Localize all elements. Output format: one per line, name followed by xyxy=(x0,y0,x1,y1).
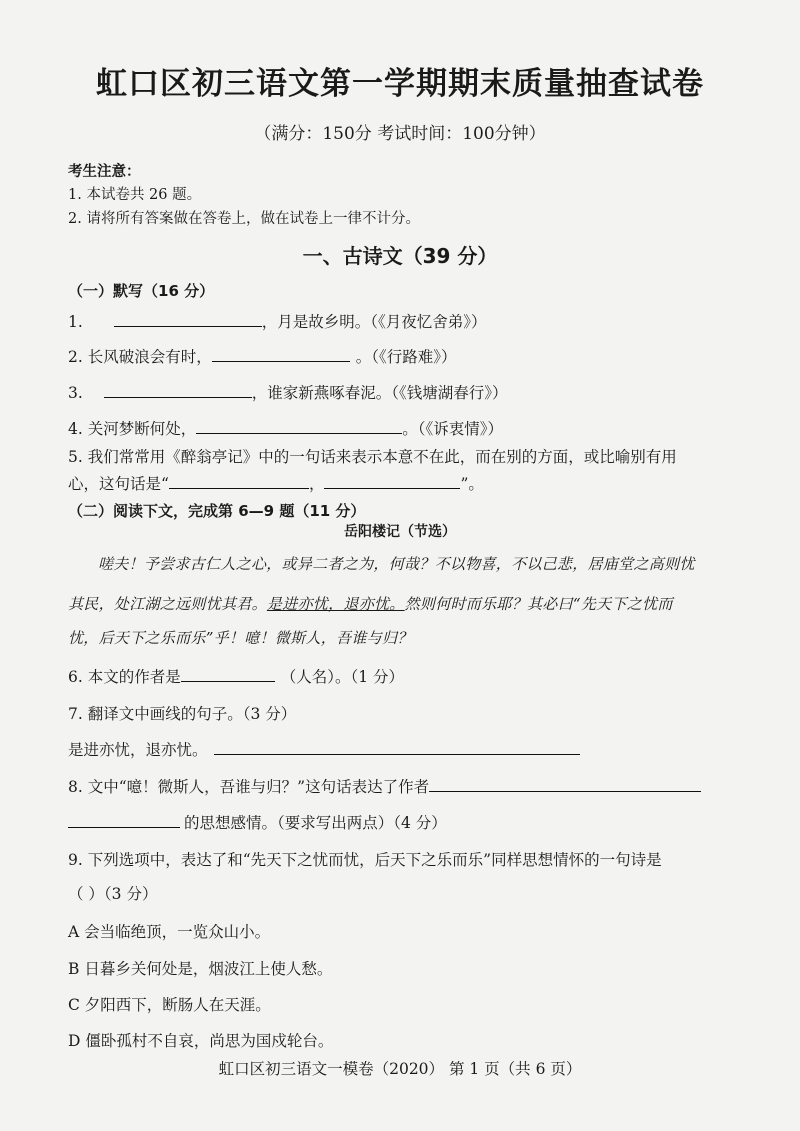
question-8-text-2: 的思想感情。（要求写出两点）（4 分） xyxy=(184,814,447,832)
exam-title: 虹口区初三语文第一学期期末质量抽查试卷 xyxy=(96,66,704,102)
question-7-sentence: 是进亦忧，退亦忧。 xyxy=(68,741,208,759)
passage-line-2-part-2: 然则何时而乐耶？其必曰“先天下之忧而 xyxy=(404,595,673,613)
question-1-number: 1. xyxy=(68,313,83,331)
answer-blank-1[interactable] xyxy=(114,312,262,327)
question-3-text: ，谁家新燕啄春泥。（《钱塘湖春行》） xyxy=(251,384,508,402)
question-3-number: 3. xyxy=(68,384,83,402)
question-7-answer-line xyxy=(68,738,580,760)
question-4 xyxy=(68,417,503,439)
option-a: A 会当临绝顶，一览众山小。 xyxy=(68,923,271,941)
question-6-text-1: 6. 本文的作者是 xyxy=(68,668,181,686)
option-d: D 僵卧孤村不自哀，尚思为国戍轮台。 xyxy=(68,1032,334,1050)
answer-blank-5a[interactable] xyxy=(169,474,309,489)
question-5-text-1: 心，这句话是“ xyxy=(68,475,169,493)
question-2 xyxy=(68,345,456,367)
question-9-line-1: 9. 下列选项中，表达了和“先天下之忧而忧，后天下之乐而乐”同样思想情怀的一句诗是 xyxy=(68,851,662,869)
passage-title: 岳阳楼记（节选） xyxy=(344,524,456,540)
question-6-text-2: （人名）。（1 分） xyxy=(280,668,405,686)
option-b: B 日暮乡关何处是，烟波江上使人愁。 xyxy=(68,960,333,978)
page-footer: 虹口区初三语文一模卷（2020） 第 1 页（共 6 页） xyxy=(218,1060,582,1078)
question-1-text: ，月是故乡明。（《月夜忆舍弟》） xyxy=(261,313,487,331)
answer-blank-8b[interactable] xyxy=(68,813,180,828)
question-4-text-2: 。（《诉衷情》） xyxy=(402,420,503,438)
notice-item-1: 1. 本试卷共 26 题。 xyxy=(68,187,202,203)
passage-line-3: 忧，后天下之乐而乐”乎！噫！微斯人，吾谁与归？ xyxy=(68,629,413,647)
answer-blank-3[interactable] xyxy=(104,383,252,398)
passage-line-1: 嗟夫！予尝求古仁人之心，或异二者之为，何哉？不以物喜，不以己悲，居庙堂之高则忧 xyxy=(98,555,695,573)
option-c: C 夕阳西下，断肠人在天涯。 xyxy=(68,996,271,1014)
answer-blank-6[interactable] xyxy=(181,667,275,682)
question-5-line-1: 5. 我们常常用《醉翁亭记》中的一句话来表示本意不在此，而在别的方面，或比喻别有用 xyxy=(68,448,677,466)
answer-blank-7[interactable] xyxy=(214,740,580,755)
question-2-text-2: 。（《行路难》） xyxy=(355,348,457,366)
passage-line-2-part-1: 其民，处江湖之远则忧其君。 xyxy=(68,595,267,613)
notice-heading: 考生注意： xyxy=(68,164,141,180)
passage-line-2 xyxy=(68,593,673,614)
question-3 xyxy=(68,381,508,403)
question-7: 7. 翻译文中画线的句子。（3 分） xyxy=(68,705,297,723)
notice-item-2: 2. 请将所有答案做在答卷上，做在试卷上一律不计分。 xyxy=(68,211,420,227)
section-heading: 一、古诗文（39 分） xyxy=(302,244,498,268)
answer-blank-4[interactable] xyxy=(196,419,402,434)
question-9-line-2: （ ）（3 分） xyxy=(68,885,158,903)
question-2-text-1: 2. 长风破浪会有时， xyxy=(68,348,212,366)
passage-underlined-sentence: 是进亦忧，退亦忧。 xyxy=(266,595,405,613)
question-4-text-1: 4. 关河梦断何处， xyxy=(68,420,197,438)
exam-subtitle: （满分：150分 考试时间：100分钟） xyxy=(254,124,546,144)
question-8-text-1: 8. 文中“噫！微斯人，吾谁与归？”这句话表达了作者 xyxy=(68,778,430,796)
question-8-line-1 xyxy=(68,775,701,797)
answer-blank-2[interactable] xyxy=(212,347,350,362)
question-1 xyxy=(68,310,487,332)
question-6 xyxy=(68,665,404,687)
question-5-comma: ， xyxy=(308,475,325,493)
answer-blank-5b[interactable] xyxy=(324,474,460,489)
part1-heading: （一）默写（16 分） xyxy=(68,282,215,300)
question-5-line-2 xyxy=(68,472,484,494)
question-8-line-2 xyxy=(68,811,447,833)
question-5-text-2: ”。 xyxy=(460,475,484,493)
answer-blank-8a[interactable] xyxy=(429,777,701,792)
part2-heading: （二）阅读下文，完成第 6—9 题（11 分） xyxy=(68,502,366,520)
